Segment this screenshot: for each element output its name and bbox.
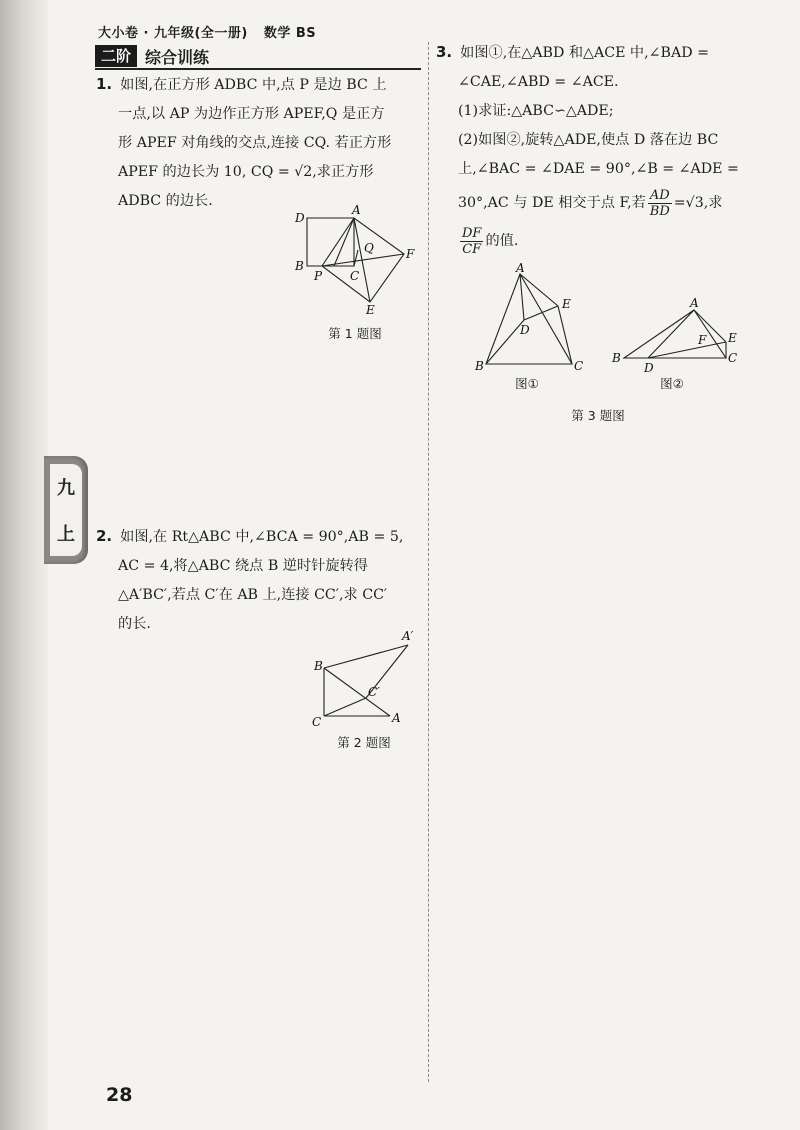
problem-text-line: △A′BC′,若点 C′在 AB 上,连接 CC′,求 CC′ — [118, 587, 388, 603]
problem-3 — [436, 38, 766, 260]
segment-de — [648, 342, 726, 358]
problem-text-line: 如图,在正方形 ADBC 中,点 P 是边 BC 上 — [120, 77, 387, 93]
label-a: A — [516, 262, 525, 275]
problem-text-line: 如图,在 Rt△ABC 中,∠BCA = 90°,AB = 5, — [120, 529, 404, 545]
label-c: C — [350, 269, 360, 283]
problem-1 — [96, 70, 421, 216]
problem-text-line: 上,∠BAC = ∠DAE = 90°,∠B = ∠ADE = — [458, 161, 739, 177]
problem-number: 1. — [96, 75, 113, 93]
segment-bd — [486, 320, 524, 364]
segment-ec — [558, 306, 572, 364]
label-a: A — [352, 203, 361, 217]
label-p: P — [314, 269, 323, 283]
problem-text-line: 30°,AC 与 DE 相交于点 F,若 — [458, 195, 646, 211]
segment-ad — [648, 310, 694, 358]
problem-text-line: 的长. — [118, 616, 151, 632]
problem-number: 2. — [96, 527, 113, 545]
fraction-ad-bd — [648, 188, 672, 219]
square-adbc — [307, 218, 354, 266]
segment-ba — [324, 668, 390, 716]
binding-shadow — [0, 0, 48, 1130]
label-d: D — [295, 211, 305, 225]
problem-text-line: 一点,以 AP 为边作正方形 APEF,Q 是正方 — [118, 106, 385, 122]
figure-3-2-caption: 图② — [660, 376, 684, 391]
problem-number: 3. — [436, 43, 453, 61]
label-q: Q — [364, 241, 374, 255]
page-number: 28 — [106, 1084, 133, 1106]
problem-text-line: 如图①,在△ABD 和△ACE 中,∠BAD = — [460, 45, 709, 61]
problem-text-line: 的值. — [485, 233, 519, 249]
label-c: C — [574, 359, 584, 373]
label-f: F — [698, 333, 707, 347]
column-divider — [428, 42, 429, 1082]
label-b: B — [475, 359, 484, 373]
label-e: E — [562, 297, 571, 311]
section-header — [95, 44, 421, 70]
label-a-prime: A′ — [402, 629, 414, 643]
problem-text-line: ADBC 的边长. — [118, 193, 213, 209]
running-head — [98, 22, 316, 41]
fraction-denominator: BD — [649, 203, 670, 219]
label-d: D — [644, 361, 654, 375]
triangle-abc — [486, 274, 572, 364]
segment-cc-prime — [324, 698, 366, 716]
problem-text-line: APEF 的边长为 10, CQ = √2,求正方形 — [118, 164, 374, 180]
label-c: C — [728, 351, 738, 365]
grade-side-tab — [44, 456, 88, 564]
problem-text-line: ∠CAE,∠ABD = ∠ACE. — [458, 74, 619, 90]
problem-text-line: =√3,求 — [673, 195, 723, 211]
figure-3-1 — [472, 262, 592, 377]
segment-ac-diag — [334, 218, 354, 266]
label-b: B — [314, 659, 323, 673]
label-d: D — [520, 323, 530, 337]
segment-ba-prime — [324, 645, 408, 668]
problem-text-line: (2)如图②,旋转△ADE,使点 D 落在边 BC — [458, 132, 719, 148]
subject-label: 数学 BS — [263, 26, 317, 41]
segment-ae — [520, 274, 558, 306]
fraction-numerator: AD — [648, 188, 672, 204]
figure-3-2 — [610, 296, 750, 376]
figure-2 — [306, 628, 426, 733]
figure-3-1-caption: 图① — [515, 376, 539, 391]
fraction-numerator: DF — [462, 225, 482, 241]
triangle-abc — [624, 310, 726, 358]
figure-1-caption: 第 1 题图 — [328, 326, 382, 341]
fraction-denominator: CF — [462, 241, 482, 257]
figure-1 — [292, 200, 422, 320]
level-badge: 二阶 — [95, 45, 137, 67]
fraction-df-cf — [460, 226, 483, 257]
label-b: B — [295, 259, 304, 273]
figure-3-caption: 第 3 题图 — [571, 408, 625, 423]
label-c: C — [312, 715, 322, 729]
problem-text-line: AC = 4,将△ABC 绕点 B 逆时针旋转得 — [118, 558, 368, 574]
problem-2 — [96, 522, 421, 639]
grade-label: 九 — [57, 478, 75, 499]
problem-text-line: 形 APEF 对角线的交点,连接 CQ. 若正方形 — [118, 135, 392, 151]
label-e: E — [366, 303, 375, 317]
figure-2-caption: 第 2 题图 — [337, 735, 391, 750]
label-b: B — [612, 351, 621, 365]
label-c-prime: C′ — [368, 685, 380, 699]
segment-de — [524, 306, 558, 320]
term-label: 上 — [57, 524, 75, 545]
label-e: E — [728, 331, 737, 345]
book-title: 大小卷 · 九年级(全一册) — [98, 26, 248, 41]
problem-text-line: (1)求证:△ABC∽△ADE; — [458, 103, 614, 119]
section-title: 综合训练 — [145, 47, 210, 67]
label-f: F — [406, 247, 415, 261]
segment-cq — [354, 250, 358, 266]
label-a: A — [690, 296, 699, 310]
label-a: A — [392, 711, 401, 725]
